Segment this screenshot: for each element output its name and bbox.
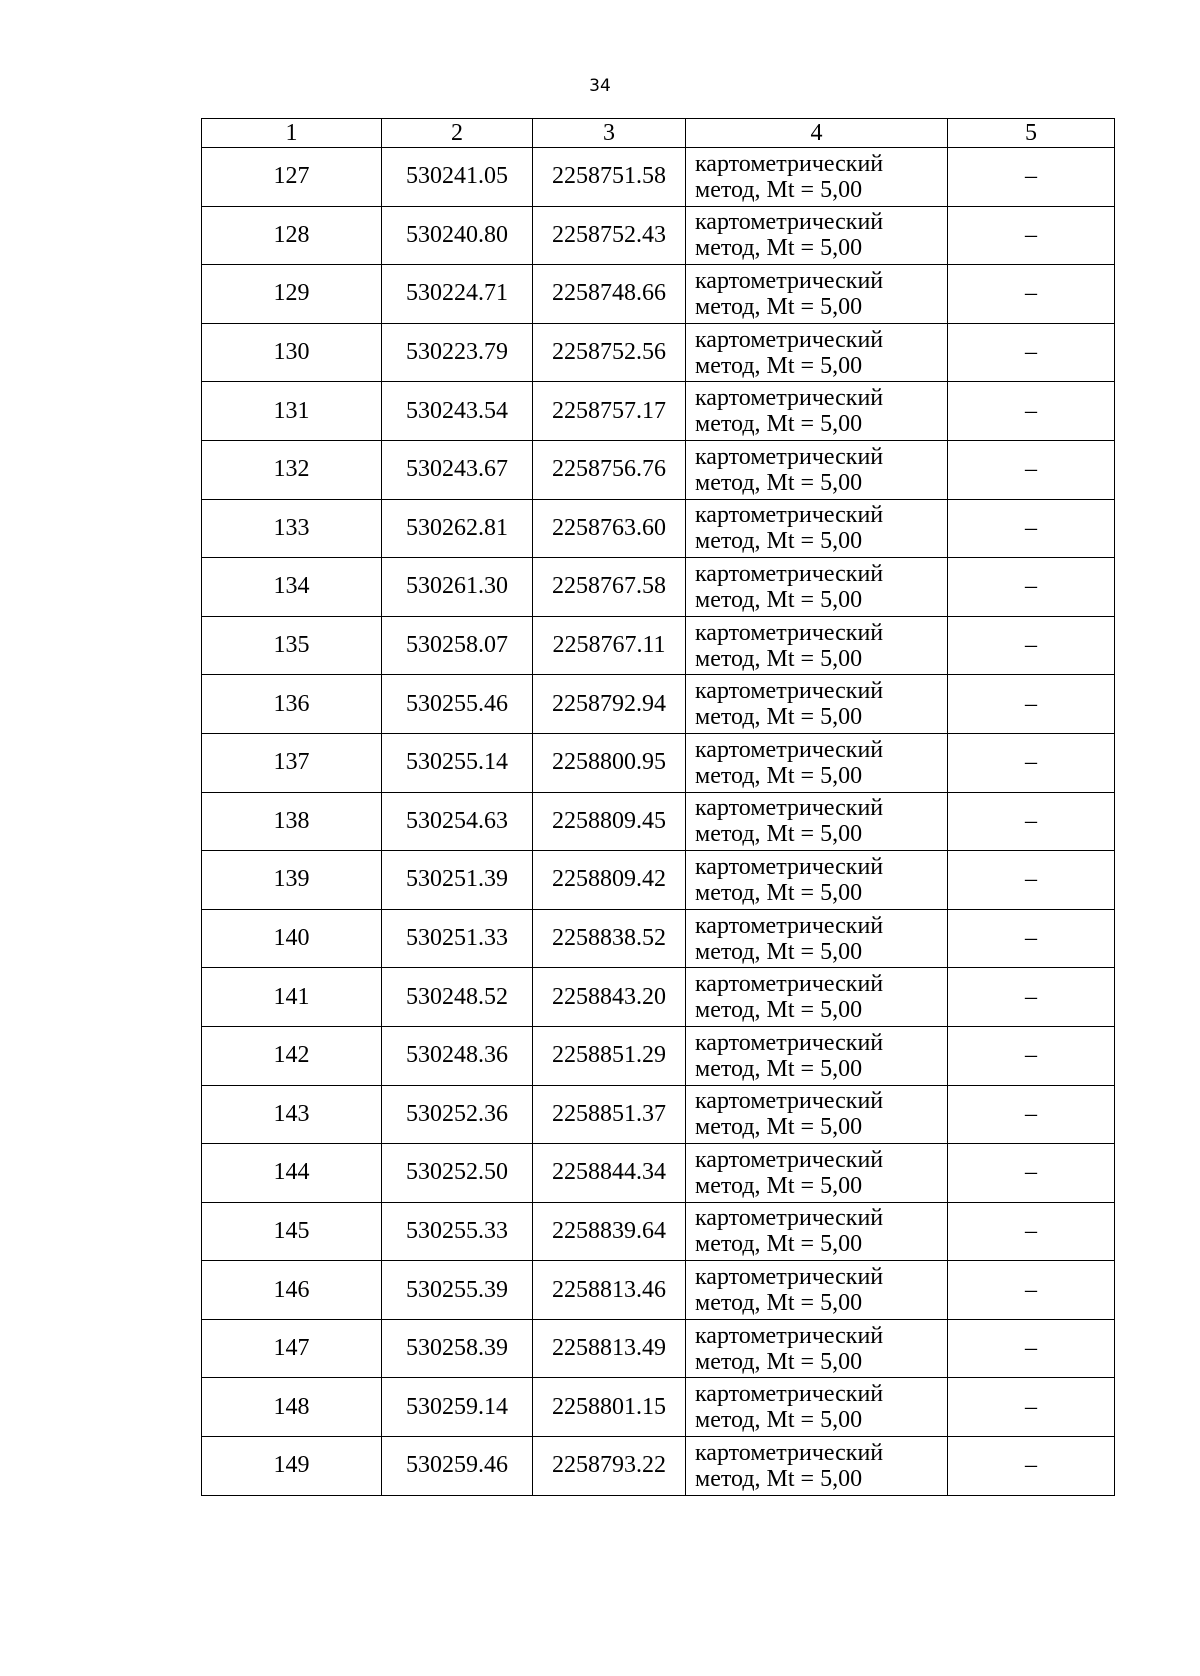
method-line-1: картометрический bbox=[695, 560, 884, 587]
point-number-cell: 146 bbox=[202, 1261, 382, 1320]
x-coordinate-cell: 530254.63 bbox=[382, 792, 533, 851]
note-cell: – bbox=[948, 733, 1115, 792]
point-number-cell: 136 bbox=[202, 675, 382, 734]
method-line-2: метод, Mt = 5,00 bbox=[695, 997, 863, 1024]
method-line-1: картометрический bbox=[695, 1205, 884, 1232]
method-line-2: метод, Mt = 5,00 bbox=[695, 1465, 863, 1492]
table-row bbox=[202, 675, 1115, 734]
header-col-3: 3 bbox=[533, 119, 686, 148]
table-row bbox=[202, 265, 1115, 324]
method-line-1: картометрический bbox=[695, 1439, 884, 1466]
method-line-1: картометрический bbox=[695, 1146, 884, 1173]
method-line-2: метод, Mt = 5,00 bbox=[695, 1290, 863, 1317]
x-coordinate-cell: 530255.33 bbox=[382, 1202, 533, 1261]
y-coordinate-cell: 2258792.94 bbox=[533, 675, 686, 734]
method-cell bbox=[686, 499, 948, 558]
method-line-2: метод, Mt = 5,00 bbox=[695, 1055, 863, 1082]
table-row bbox=[202, 616, 1115, 675]
table-body bbox=[202, 148, 1115, 1496]
point-number-cell: 128 bbox=[202, 206, 382, 265]
y-coordinate-cell: 2258756.76 bbox=[533, 440, 686, 499]
method-line-1: картометрический bbox=[695, 326, 884, 353]
point-number-cell: 129 bbox=[202, 265, 382, 324]
x-coordinate-cell: 530251.39 bbox=[382, 851, 533, 910]
method-cell bbox=[686, 323, 948, 382]
x-coordinate-cell: 530252.50 bbox=[382, 1144, 533, 1203]
y-coordinate-cell: 2258751.58 bbox=[533, 148, 686, 207]
method-cell bbox=[686, 1085, 948, 1144]
method-line-1: картометрический bbox=[695, 1088, 884, 1115]
y-coordinate-cell: 2258844.34 bbox=[533, 1144, 686, 1203]
method-line-2: метод, Mt = 5,00 bbox=[695, 586, 863, 613]
note-cell: – bbox=[948, 1437, 1115, 1496]
method-cell bbox=[686, 1202, 948, 1261]
y-coordinate-cell: 2258801.15 bbox=[533, 1378, 686, 1437]
method-cell bbox=[686, 440, 948, 499]
method-line-2: метод, Mt = 5,00 bbox=[695, 821, 863, 848]
x-coordinate-cell: 530262.81 bbox=[382, 499, 533, 558]
x-coordinate-cell: 530259.14 bbox=[382, 1378, 533, 1437]
method-line-2: метод, Mt = 5,00 bbox=[695, 528, 863, 555]
x-coordinate-cell: 530223.79 bbox=[382, 323, 533, 382]
x-coordinate-cell: 530255.39 bbox=[382, 1261, 533, 1320]
method-cell bbox=[686, 1319, 948, 1378]
table-row bbox=[202, 1085, 1115, 1144]
point-number-cell: 145 bbox=[202, 1202, 382, 1261]
x-coordinate-cell: 530243.54 bbox=[382, 382, 533, 441]
method-line-1: картометрический bbox=[695, 912, 884, 939]
header-col-4: 4 bbox=[686, 119, 948, 148]
method-line-2: метод, Mt = 5,00 bbox=[695, 1231, 863, 1258]
point-number-cell: 130 bbox=[202, 323, 382, 382]
y-coordinate-cell: 2258748.66 bbox=[533, 265, 686, 324]
y-coordinate-cell: 2258809.42 bbox=[533, 851, 686, 910]
note-cell: – bbox=[948, 851, 1115, 910]
note-cell: – bbox=[948, 1319, 1115, 1378]
method-line-1: картометрический bbox=[695, 502, 884, 529]
method-line-2: метод, Mt = 5,00 bbox=[695, 469, 863, 496]
method-cell bbox=[686, 206, 948, 265]
x-coordinate-cell: 530248.52 bbox=[382, 968, 533, 1027]
table-row bbox=[202, 382, 1115, 441]
method-cell bbox=[686, 1378, 948, 1437]
method-line-1: картометрический bbox=[695, 678, 884, 705]
table-header bbox=[202, 119, 1115, 148]
point-number-cell: 133 bbox=[202, 499, 382, 558]
note-cell: – bbox=[948, 558, 1115, 617]
note-cell: – bbox=[948, 1026, 1115, 1085]
table-row bbox=[202, 851, 1115, 910]
method-cell bbox=[686, 1144, 948, 1203]
method-line-2: метод, Mt = 5,00 bbox=[695, 352, 863, 379]
header-col-2: 2 bbox=[382, 119, 533, 148]
note-cell: – bbox=[948, 675, 1115, 734]
note-cell: – bbox=[948, 1085, 1115, 1144]
note-cell: – bbox=[948, 1378, 1115, 1437]
table-row bbox=[202, 440, 1115, 499]
method-line-1: картометрический bbox=[695, 443, 884, 470]
method-line-1: картометрический bbox=[695, 619, 884, 646]
x-coordinate-cell: 530240.80 bbox=[382, 206, 533, 265]
note-cell: – bbox=[948, 968, 1115, 1027]
x-coordinate-cell: 530224.71 bbox=[382, 265, 533, 324]
x-coordinate-cell: 530258.07 bbox=[382, 616, 533, 675]
x-coordinate-cell: 530258.39 bbox=[382, 1319, 533, 1378]
method-line-2: метод, Mt = 5,00 bbox=[695, 176, 863, 203]
point-number-cell: 140 bbox=[202, 909, 382, 968]
y-coordinate-cell: 2258813.46 bbox=[533, 1261, 686, 1320]
method-line-2: метод, Mt = 5,00 bbox=[695, 704, 863, 731]
method-cell bbox=[686, 616, 948, 675]
y-coordinate-cell: 2258839.64 bbox=[533, 1202, 686, 1261]
table-row bbox=[202, 792, 1115, 851]
y-coordinate-cell: 2258800.95 bbox=[533, 733, 686, 792]
method-cell bbox=[686, 1026, 948, 1085]
note-cell: – bbox=[948, 1202, 1115, 1261]
y-coordinate-cell: 2258843.20 bbox=[533, 968, 686, 1027]
note-cell: – bbox=[948, 148, 1115, 207]
method-line-2: метод, Mt = 5,00 bbox=[695, 938, 863, 965]
table-row bbox=[202, 968, 1115, 1027]
note-cell: – bbox=[948, 206, 1115, 265]
y-coordinate-cell: 2258767.58 bbox=[533, 558, 686, 617]
y-coordinate-cell: 2258851.37 bbox=[533, 1085, 686, 1144]
method-line-1: картометрический bbox=[695, 736, 884, 763]
note-cell: – bbox=[948, 265, 1115, 324]
point-number-cell: 137 bbox=[202, 733, 382, 792]
point-number-cell: 147 bbox=[202, 1319, 382, 1378]
table-row bbox=[202, 558, 1115, 617]
x-coordinate-cell: 530259.46 bbox=[382, 1437, 533, 1496]
y-coordinate-cell: 2258752.56 bbox=[533, 323, 686, 382]
header-col-1: 1 bbox=[202, 119, 382, 148]
table-row bbox=[202, 909, 1115, 968]
y-coordinate-cell: 2258851.29 bbox=[533, 1026, 686, 1085]
method-cell bbox=[686, 909, 948, 968]
method-line-2: метод, Mt = 5,00 bbox=[695, 1172, 863, 1199]
method-line-1: картометрический bbox=[695, 1381, 884, 1408]
x-coordinate-cell: 530252.36 bbox=[382, 1085, 533, 1144]
method-line-2: метод, Mt = 5,00 bbox=[695, 1348, 863, 1375]
method-line-2: метод, Mt = 5,00 bbox=[695, 411, 863, 438]
note-cell: – bbox=[948, 909, 1115, 968]
page-number: 34 bbox=[589, 76, 611, 96]
table-row bbox=[202, 1202, 1115, 1261]
method-line-1: картометрический bbox=[695, 209, 884, 236]
method-line-1: картометрический bbox=[695, 1029, 884, 1056]
point-number-cell: 143 bbox=[202, 1085, 382, 1144]
method-cell bbox=[686, 792, 948, 851]
method-line-1: картометрический bbox=[695, 971, 884, 998]
method-line-1: картометрический bbox=[695, 795, 884, 822]
method-line-1: картометрический bbox=[695, 1322, 884, 1349]
method-cell bbox=[686, 1437, 948, 1496]
point-number-cell: 131 bbox=[202, 382, 382, 441]
x-coordinate-cell: 530248.36 bbox=[382, 1026, 533, 1085]
point-number-cell: 134 bbox=[202, 558, 382, 617]
method-line-2: метод, Mt = 5,00 bbox=[695, 762, 863, 789]
x-coordinate-cell: 530243.67 bbox=[382, 440, 533, 499]
method-cell bbox=[686, 265, 948, 324]
table-row bbox=[202, 323, 1115, 382]
point-number-cell: 135 bbox=[202, 616, 382, 675]
header-col-5: 5 bbox=[948, 119, 1115, 148]
x-coordinate-cell: 530241.05 bbox=[382, 148, 533, 207]
point-number-cell: 149 bbox=[202, 1437, 382, 1496]
method-line-1: картометрический bbox=[695, 385, 884, 412]
table-row bbox=[202, 1437, 1115, 1496]
point-number-cell: 127 bbox=[202, 148, 382, 207]
note-cell: – bbox=[948, 1261, 1115, 1320]
note-cell: – bbox=[948, 1144, 1115, 1203]
method-line-2: метод, Mt = 5,00 bbox=[695, 1114, 863, 1141]
point-number-cell: 132 bbox=[202, 440, 382, 499]
method-line-1: картометрический bbox=[695, 267, 884, 294]
y-coordinate-cell: 2258813.49 bbox=[533, 1319, 686, 1378]
table-row bbox=[202, 1144, 1115, 1203]
y-coordinate-cell: 2258752.43 bbox=[533, 206, 686, 265]
method-cell bbox=[686, 148, 948, 207]
y-coordinate-cell: 2258809.45 bbox=[533, 792, 686, 851]
table-row bbox=[202, 1378, 1115, 1437]
table-row bbox=[202, 1261, 1115, 1320]
point-number-cell: 141 bbox=[202, 968, 382, 1027]
y-coordinate-cell: 2258838.52 bbox=[533, 909, 686, 968]
method-cell bbox=[686, 968, 948, 1027]
note-cell: – bbox=[948, 323, 1115, 382]
method-line-2: метод, Mt = 5,00 bbox=[695, 235, 863, 262]
y-coordinate-cell: 2258757.17 bbox=[533, 382, 686, 441]
coordinates-table bbox=[201, 118, 1115, 1496]
y-coordinate-cell: 2258767.11 bbox=[533, 616, 686, 675]
method-line-1: картометрический bbox=[695, 1264, 884, 1291]
x-coordinate-cell: 530255.14 bbox=[382, 733, 533, 792]
method-cell bbox=[686, 382, 948, 441]
y-coordinate-cell: 2258793.22 bbox=[533, 1437, 686, 1496]
method-line-1: картометрический bbox=[695, 150, 884, 177]
table-row bbox=[202, 1026, 1115, 1085]
method-line-2: метод, Mt = 5,00 bbox=[695, 1407, 863, 1434]
method-line-1: картометрический bbox=[695, 853, 884, 880]
table-row bbox=[202, 148, 1115, 207]
table-row bbox=[202, 733, 1115, 792]
note-cell: – bbox=[948, 792, 1115, 851]
method-line-2: метод, Mt = 5,00 bbox=[695, 645, 863, 672]
y-coordinate-cell: 2258763.60 bbox=[533, 499, 686, 558]
method-cell bbox=[686, 558, 948, 617]
method-line-2: метод, Mt = 5,00 bbox=[695, 293, 863, 320]
point-number-cell: 138 bbox=[202, 792, 382, 851]
note-cell: – bbox=[948, 382, 1115, 441]
x-coordinate-cell: 530255.46 bbox=[382, 675, 533, 734]
method-cell bbox=[686, 733, 948, 792]
point-number-cell: 148 bbox=[202, 1378, 382, 1437]
header-row bbox=[202, 119, 1115, 148]
table-row bbox=[202, 1319, 1115, 1378]
point-number-cell: 144 bbox=[202, 1144, 382, 1203]
x-coordinate-cell: 530261.30 bbox=[382, 558, 533, 617]
table-row bbox=[202, 499, 1115, 558]
x-coordinate-cell: 530251.33 bbox=[382, 909, 533, 968]
note-cell: – bbox=[948, 616, 1115, 675]
note-cell: – bbox=[948, 499, 1115, 558]
method-cell bbox=[686, 1261, 948, 1320]
method-cell bbox=[686, 675, 948, 734]
table-row bbox=[202, 206, 1115, 265]
method-line-2: метод, Mt = 5,00 bbox=[695, 879, 863, 906]
point-number-cell: 139 bbox=[202, 851, 382, 910]
point-number-cell: 142 bbox=[202, 1026, 382, 1085]
note-cell: – bbox=[948, 440, 1115, 499]
method-cell bbox=[686, 851, 948, 910]
